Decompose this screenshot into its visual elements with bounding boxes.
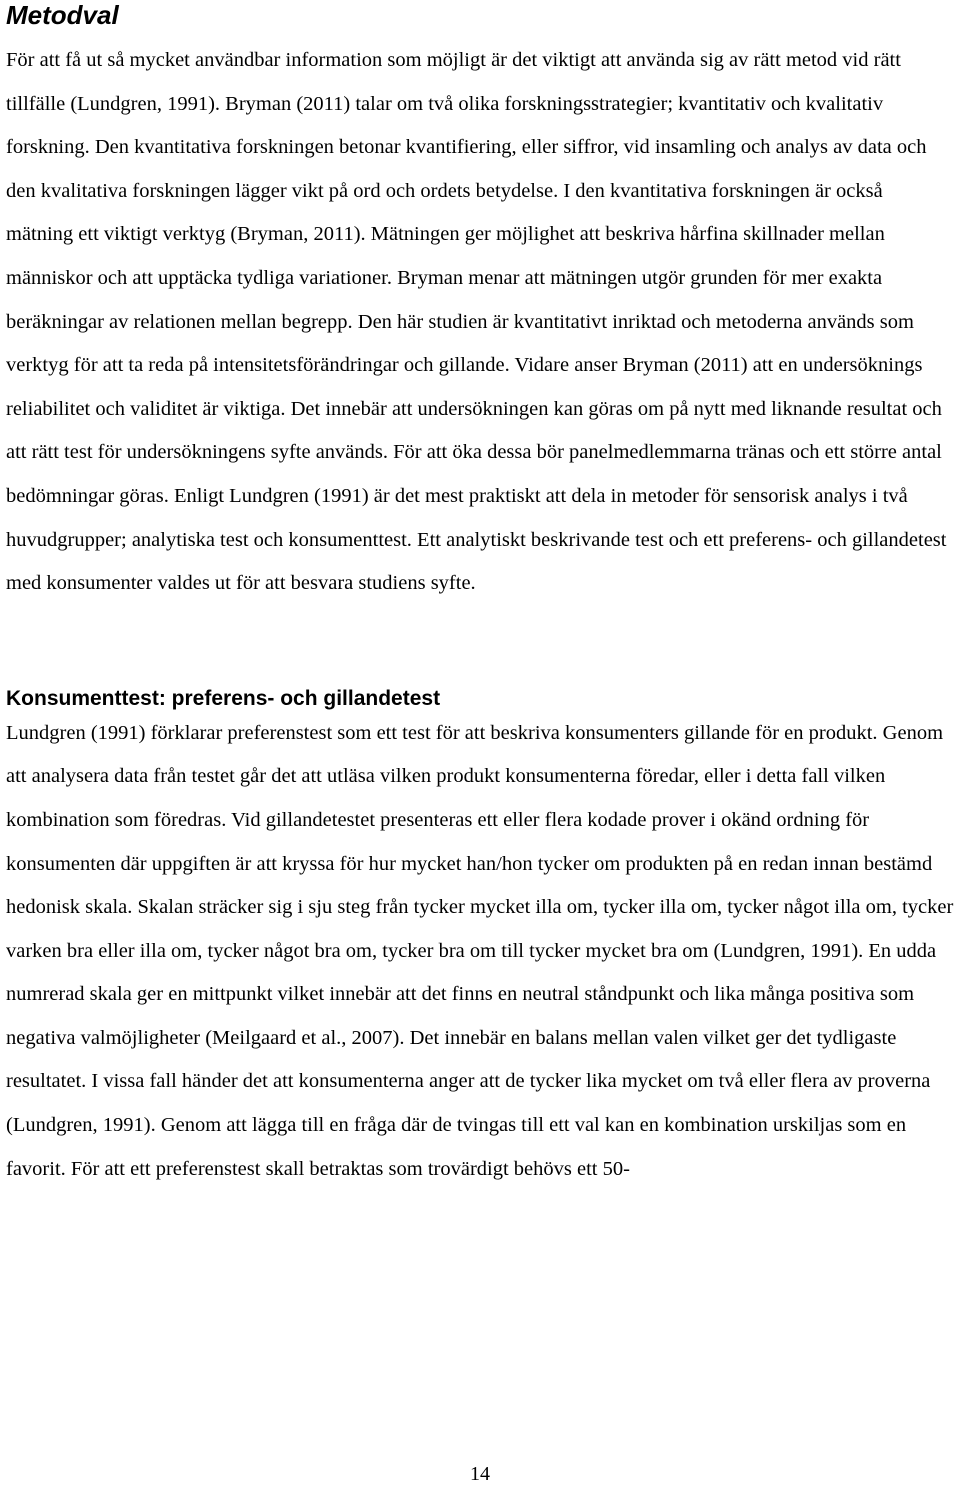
section-paragraph-metodval: För att få ut så mycket användbar information som möjligt är det viktigt att använda sig av rätt metod vid rätt tillfälle (Lundgren, 1991). Bryman (2011) talar om två olika forskningsstrategier; kvantitativ och kvalitativ forskning. Den kvantitativa forskningen betonar kvantifiering, eller siffror, vid insamling och analys av data och den kvalitativa forskningen lägger vikt på ord och ordets betydelse. I den kvantitativa forskningen är också mätning ett viktigt verktyg (Bryman, 2011). Mätningen ger möjlighet att beskriva hårfina skillnader mellan människor och att upptäcka tydliga variationer. Bryman menar att mätningen utgör grunden för mer exakta beräkningar av relationen mellan begrepp. Den här studien är kvantitativt inriktad och metoderna används som verktyg för att ta reda på intensitetsförändringar och gillande. Vidare anser Bryman (2011) att en undersöknings reliabilitet och validitet är viktiga. Det innebär att undersökningen kan göras om på nytt med liknande resultat och att rätt test för undersökningens syfte används. För att öka dessa bör panelmedlemmarna tränas och ett större antal bedömningar göras. Enligt Lundgren (1991) är det mest praktiskt att dela in metoder för sensorisk analys i två huvudgrupper; analytiska test och konsumenttest. Ett analytiskt beskrivande test och ett preferens- och gillandetest med konsumenter valdes ut för att besvara studiens syfte. (6, 49, 947, 595)
document-page (6, 0, 956, 1191)
section-heading-metodval: Metodval (6, 0, 119, 30)
section-paragraph-konsumenttest: Lundgren (1991) förklarar preferenstest som ett test för att beskriva konsumenters gillande för en produkt. Genom att analysera data från testet går det att utläsa vilken produkt konsumenterna föredar, eller i detta fall vilken kombination som föredras. Vid gillandetestet presenteras ett eller flera kodade prover i okänd ordning för konsumenten där uppgiften är att kryssa för hur mycket han/hon tycker om produkten på en redan innan bestämd hedonisk skala. Skalan sträcker sig i sju steg från tycker mycket illa om, tycker illa om, tycker något illa om, tycker varken bra eller illa om, tycker något bra om, tycker bra om till tycker mycket bra om (Lundgren, 1991). En udda numrerad skala ger en mittpunkt vilket innebär att det finns en neutral ståndpunkt och lika många positiva som negativa valmöjligheter (Meilgaard et al., 2007). Det innebär en balans mellan valen vilket ger det tydligaste resultatet. I vissa fall händer det att konsumenterna anger att de tycker lika mycket om två eller flera av proverna (Lundgren, 1991). Genom att lägga till en fråga där de tvingas till ett val kan en kombination urskiljas som en favorit. För att ett preferenstest skall betraktas som trovärdigt behövs ett 50- (6, 721, 954, 1180)
section-heading-konsumenttest: Konsumenttest: preferens- och gillandetest (6, 686, 441, 710)
page-number: 14 (470, 1463, 490, 1485)
